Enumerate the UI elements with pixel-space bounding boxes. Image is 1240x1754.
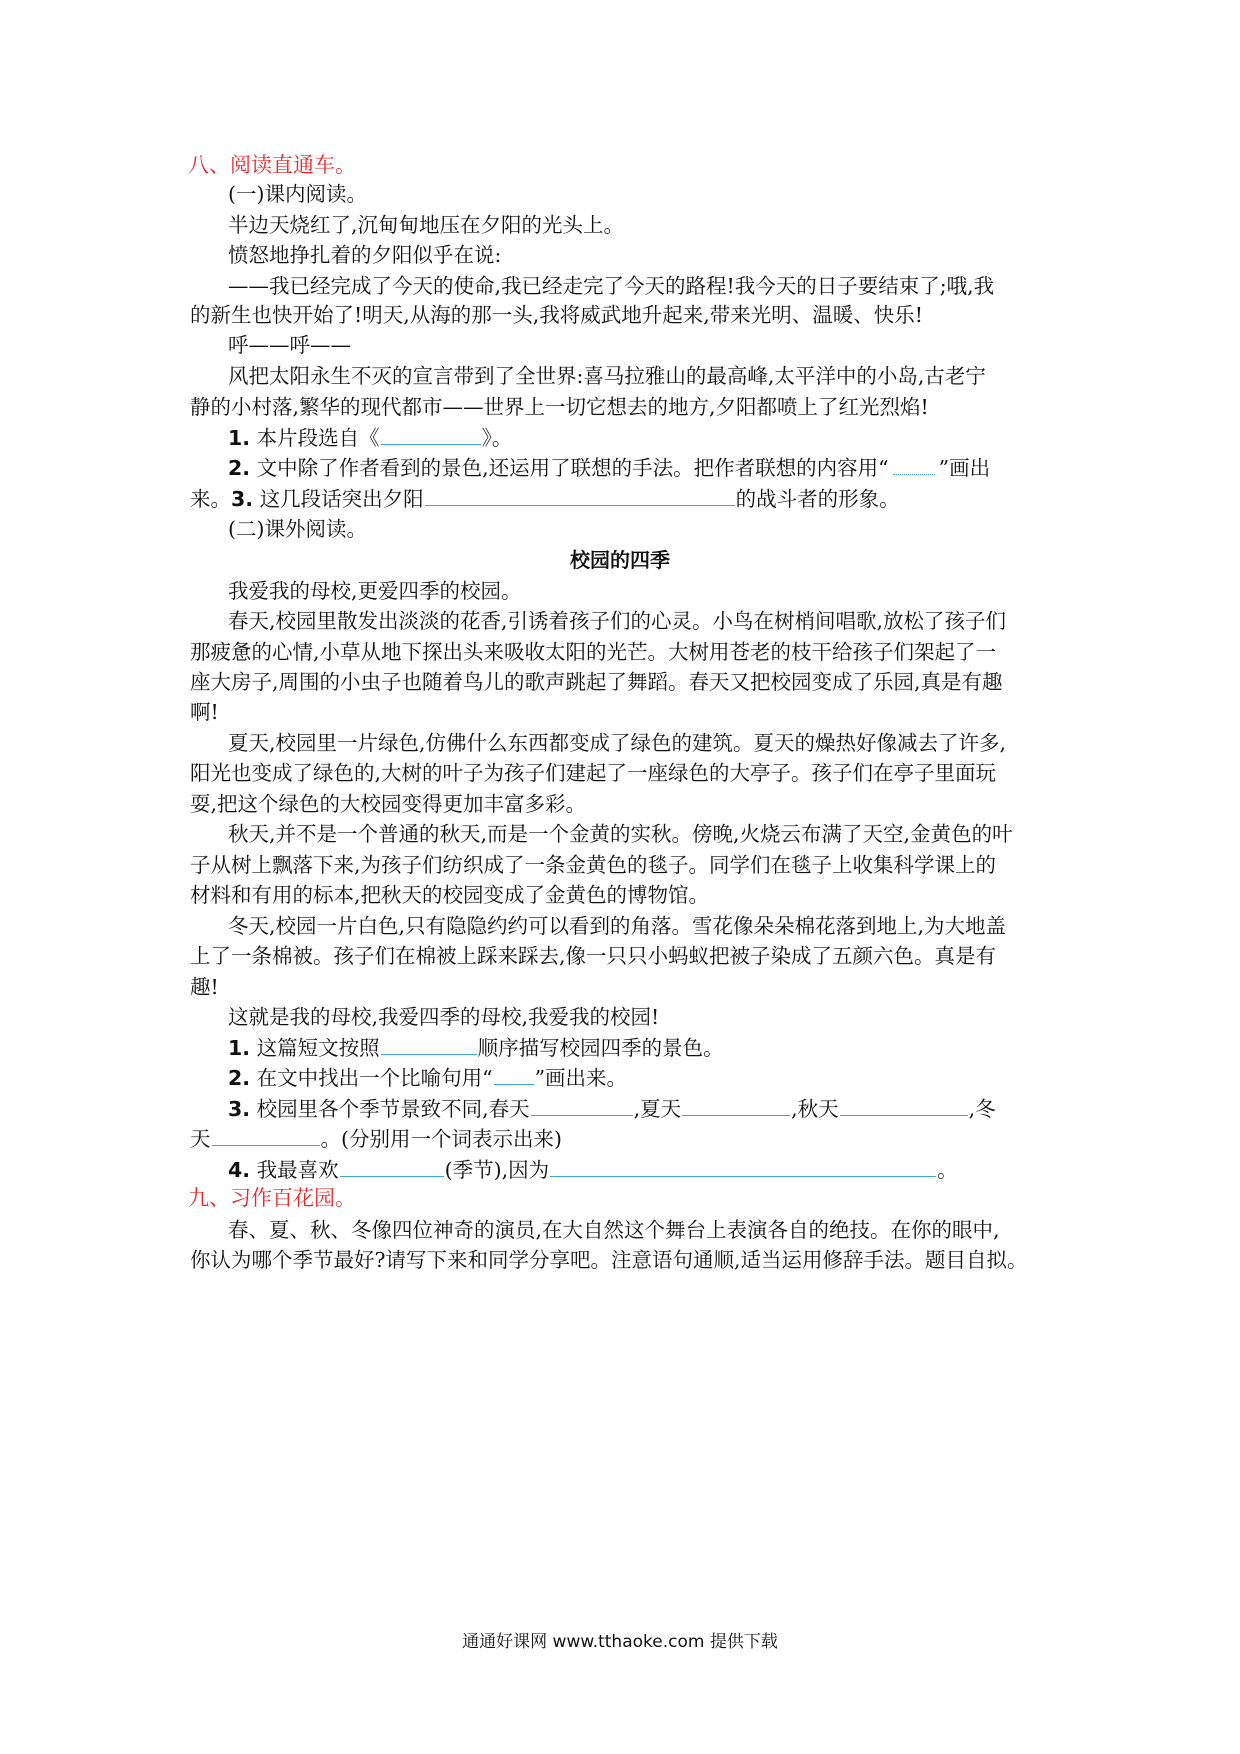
essay-question-3-cont [190, 1124, 562, 1154]
essay-line: 那疲惫的心情,小草从地下探出头来吸收太阳的光芒。大树用苍老的枝干给孩子们架起了一 [190, 640, 997, 664]
question-1 [228, 423, 512, 453]
question-text: 在文中找出一个比喻句用“ [256, 1066, 493, 1090]
question-text: 顺序描写校园四季的景色。 [477, 1036, 724, 1060]
passage1-line: 的新生也快开始了!明天,从海的那一头,我将威武地升起来,带来光明、温暖、快乐! [190, 303, 924, 327]
question-text: 校园里各个季节景致不同,春天 [256, 1097, 530, 1121]
essay-line: 子从树上飘落下来,为孩子们纺织成了一条金黄色的毯子。同学们在毯子上收集科学课上的 [190, 853, 997, 877]
passage1-line: 愤怒地挣扎着的夕阳似乎在说: [228, 243, 502, 267]
essay-line: 阳光也变成了绿色的,大树的叶子为孩子们建起了一座绿色的大亭子。孩子们在亭子里面玩 [190, 761, 997, 785]
section-heading-writing: 九、习作百花园。 [188, 1186, 356, 1210]
essay-line: 座大房子,周围的小虫子也随着鸟儿的歌声跳起了舞蹈。春天又把校园变成了乐园,真是有趣 [190, 670, 1003, 694]
question-text: 天 [190, 1127, 211, 1151]
part1-label: (一)课内阅读。 [228, 182, 367, 206]
essay-line: 耍,把这个绿色的大校园变得更加丰富多彩。 [190, 792, 587, 816]
answer-blank[interactable] [340, 1156, 444, 1177]
wavy-underline-mark [893, 454, 935, 475]
answer-blank[interactable] [531, 1095, 633, 1116]
question-text: ,秋天 [791, 1097, 839, 1121]
question-text: ”画出 [938, 456, 991, 480]
question-number: 1. [228, 1036, 251, 1060]
essay-question-3 [228, 1094, 996, 1124]
essay-line: 秋天,并不是一个普通的秋天,而是一个金黄的实秋。傍晚,火烧云布满了天空,金黄色的叶 [228, 822, 1013, 846]
question-text: 。(分别用一个词表示出来) [320, 1127, 562, 1151]
answer-blank[interactable] [494, 1064, 534, 1085]
question-3 [190, 484, 900, 514]
essay-line: 趣! [190, 975, 219, 999]
answer-blank[interactable] [840, 1095, 968, 1116]
essay-question-4 [228, 1155, 958, 1185]
question-text: ”画出来。 [534, 1066, 628, 1090]
writing-prompt-line: 你认为哪个季节最好?请写下来和同学分享吧。注意语句通顺,适当运用修辞手法。题目自拟。 [190, 1248, 1028, 1272]
essay-line: 我爱我的母校,更爱四季的校园。 [228, 579, 522, 603]
question-text: (季节),因为 [444, 1158, 550, 1182]
essay-question-1 [228, 1033, 724, 1063]
footer-credit: 通通好课网 www.tthaoke.com 提供下载 [462, 1632, 778, 1652]
answer-blank[interactable] [212, 1125, 320, 1146]
section-heading-reading: 八、阅读直通车。 [188, 153, 356, 177]
question-text: ,冬 [968, 1097, 996, 1121]
question-text: 本片段选自《 [256, 426, 380, 450]
answer-blank[interactable] [381, 424, 481, 445]
passage1-line: 半边天烧红了,沉甸甸地压在夕阳的光头上。 [228, 213, 625, 237]
question-text: 我最喜欢 [256, 1158, 339, 1182]
question-text: 的战斗者的形象。 [735, 487, 900, 511]
question-number: 2. [228, 1066, 251, 1090]
answer-blank[interactable] [425, 485, 735, 506]
essay-line: 这就是我的母校,我爱四季的母校,我爱我的校园! [228, 1005, 660, 1029]
question-number: 3. [231, 487, 254, 511]
answer-blank[interactable] [381, 1034, 477, 1055]
question-text: 文中除了作者看到的景色,还运用了联想的手法。把作者联想的内容用“ [256, 456, 889, 480]
passage1-line: 静的小村落,繁华的现代都市——世界上一切它想去的地方,夕阳都喷上了红光烈焰! [190, 395, 929, 419]
question-number: 3. [228, 1097, 251, 1121]
answer-blank[interactable] [550, 1156, 936, 1177]
passage1-line: 呼——呼—— [228, 333, 351, 357]
essay-line: 啊! [190, 700, 219, 724]
question-text: 来。 [190, 487, 231, 511]
essay-line: 夏天,校园里一片绿色,仿佛什么东西都变成了绿色的建筑。夏天的燥热好像减去了许多, [228, 731, 1007, 755]
essay-line: 材料和有用的标本,把秋天的校园变成了金黄色的博物馆。 [190, 883, 710, 907]
passage1-line: ——我已经完成了今天的使命,我已经走完了今天的路程!我今天的日子要结束了;哦,我 [228, 274, 995, 298]
question-text: 。 [937, 1158, 958, 1182]
essay-line: 春天,校园里散发出淡淡的花香,引诱着孩子们的心灵。小鸟在树梢间唱歌,放松了孩子们 [228, 609, 1007, 633]
question-number: 2. [228, 456, 251, 480]
part2-label: (二)课外阅读。 [228, 517, 367, 541]
question-text: 》。 [481, 426, 513, 450]
question-text: 这篇短文按照 [256, 1036, 380, 1060]
essay-title: 校园的四季 [570, 548, 670, 572]
question-number: 4. [228, 1158, 251, 1182]
essay-line: 上了一条棉被。孩子们在棉被上踩来踩去,像一只只小蚂蚁把被子染成了五颜六色。真是有 [190, 944, 997, 968]
answer-blank[interactable] [682, 1095, 790, 1116]
writing-prompt-line: 春、夏、秋、冬像四位神奇的演员,在大自然这个舞台上表演各自的绝技。在你的眼中, [228, 1218, 1000, 1242]
essay-question-2 [228, 1063, 627, 1093]
question-text: ,夏天 [633, 1097, 682, 1121]
question-2 [228, 453, 990, 483]
essay-line: 冬天,校园一片白色,只有隐隐约约可以看到的角落。雪花像朵朵棉花落到地上,为大地盖 [228, 914, 1007, 938]
passage1-line: 风把太阳永生不灭的宣言带到了全世界:喜马拉雅山的最高峰,太平洋中的小岛,古老宁 [228, 364, 986, 388]
question-number: 1. [228, 426, 251, 450]
question-text: 这几段话突出夕阳 [259, 487, 424, 511]
